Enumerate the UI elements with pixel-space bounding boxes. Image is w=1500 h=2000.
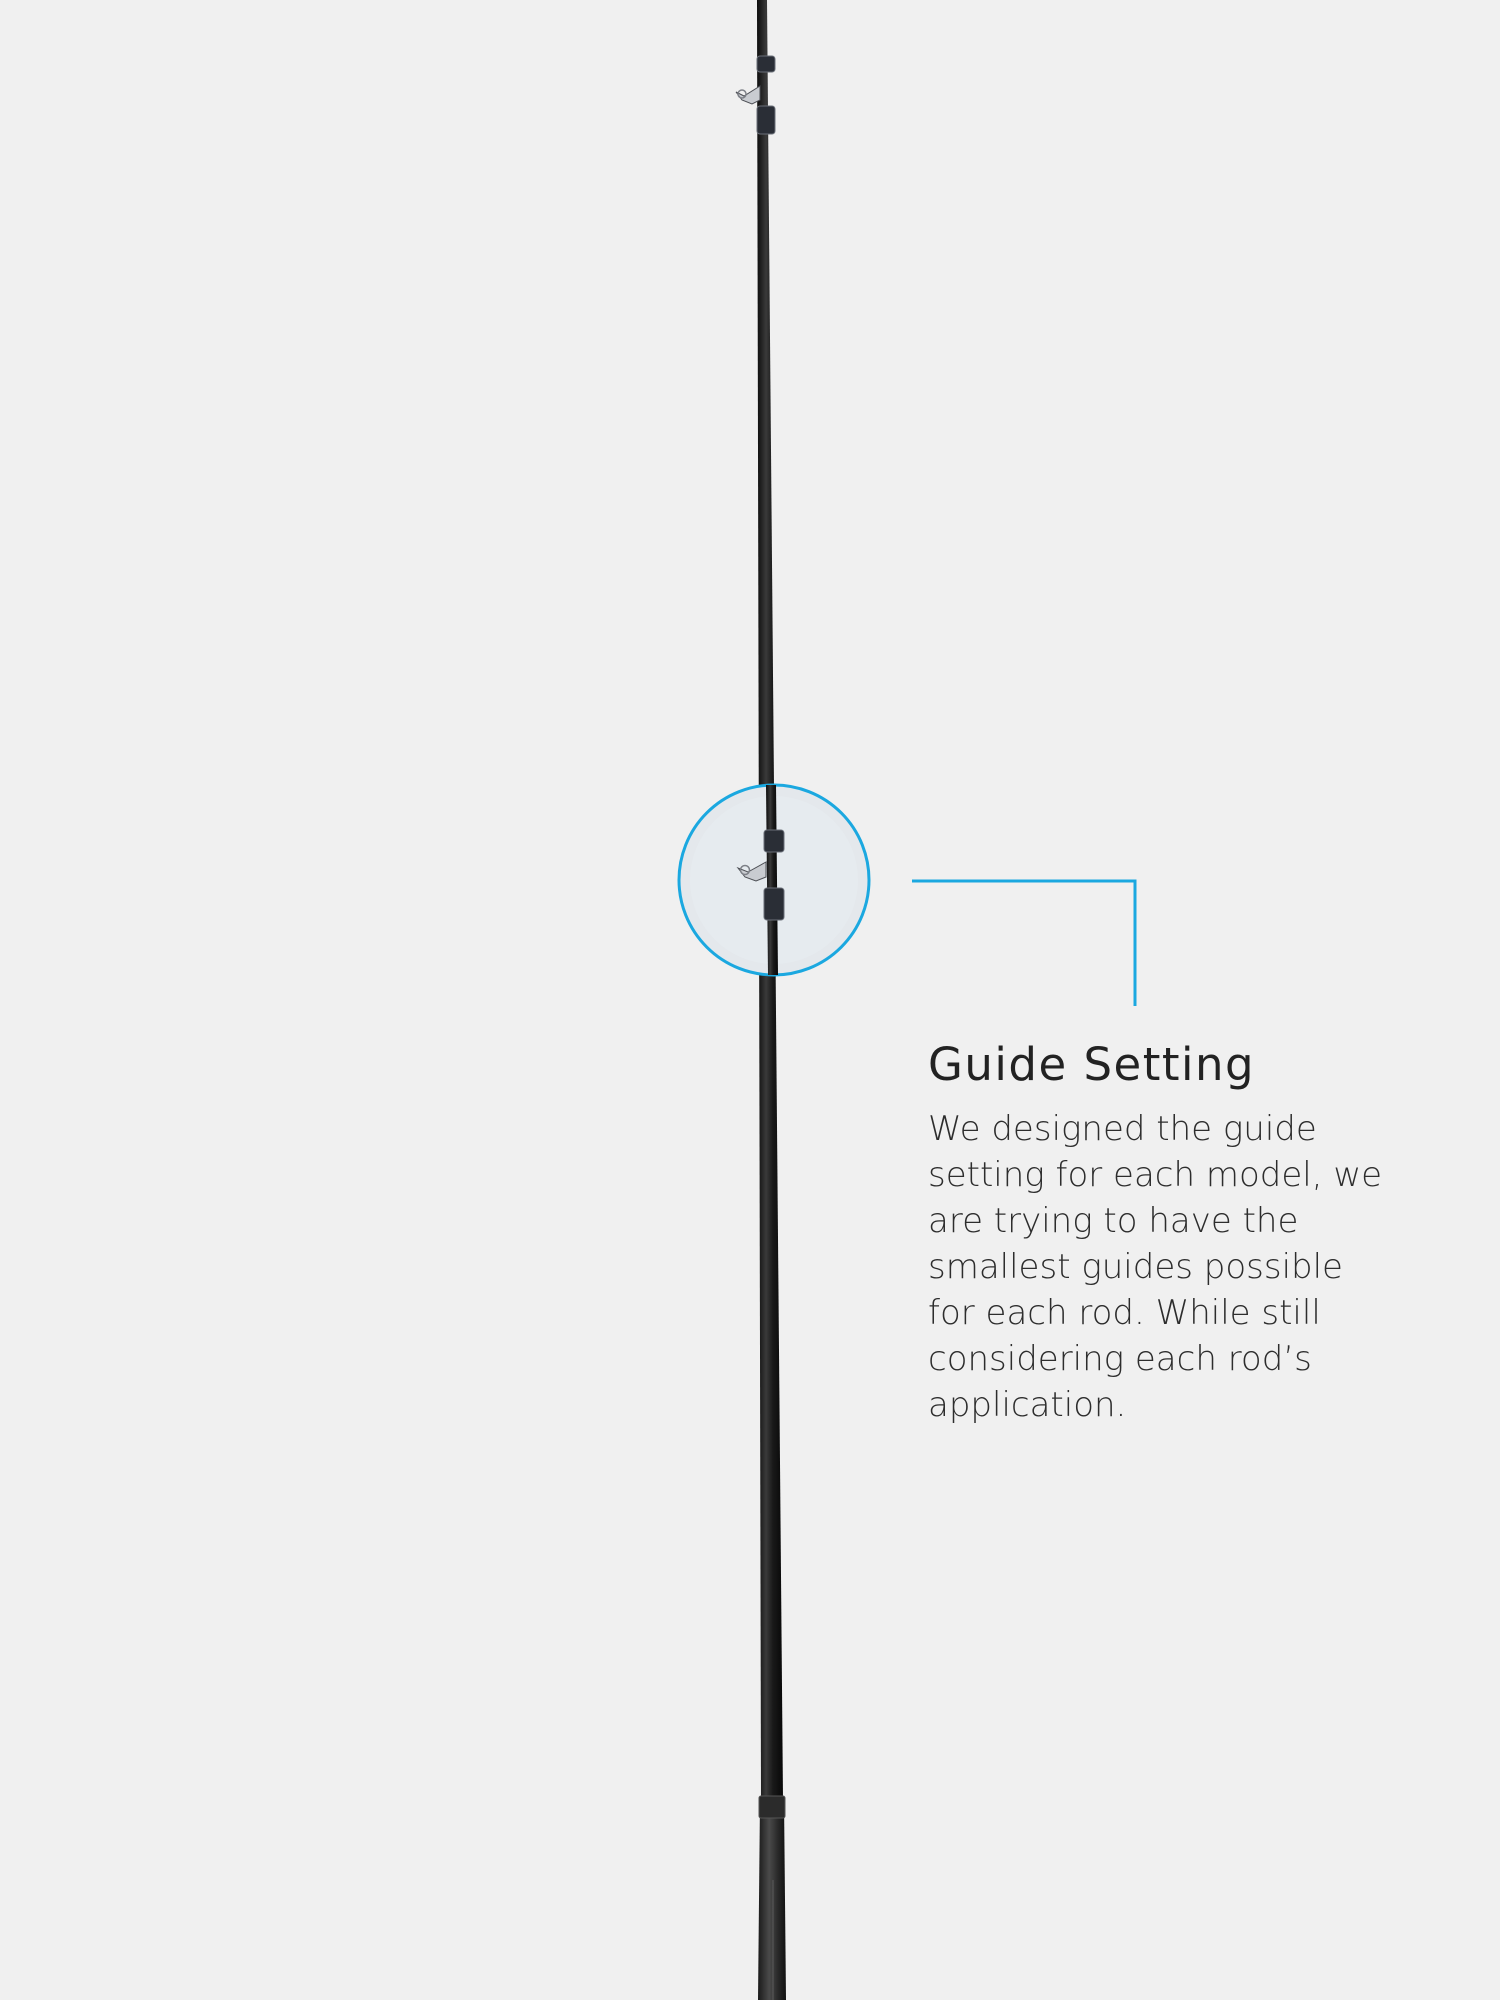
feature-description: We designed the guide setting for each model, we are trying to have the smallest guides possible for each rod. While still considering each rod’s application.: [928, 1108, 1383, 1425]
feature-callout: [928, 1040, 1398, 1428]
feature-title: Guide Setting: [928, 1038, 1256, 1091]
rod-butt-ferrule: [759, 1796, 785, 1818]
top-guide: [736, 56, 775, 134]
callout-connector-line: [912, 881, 1135, 1006]
rod-butt-section: [758, 1800, 786, 2000]
